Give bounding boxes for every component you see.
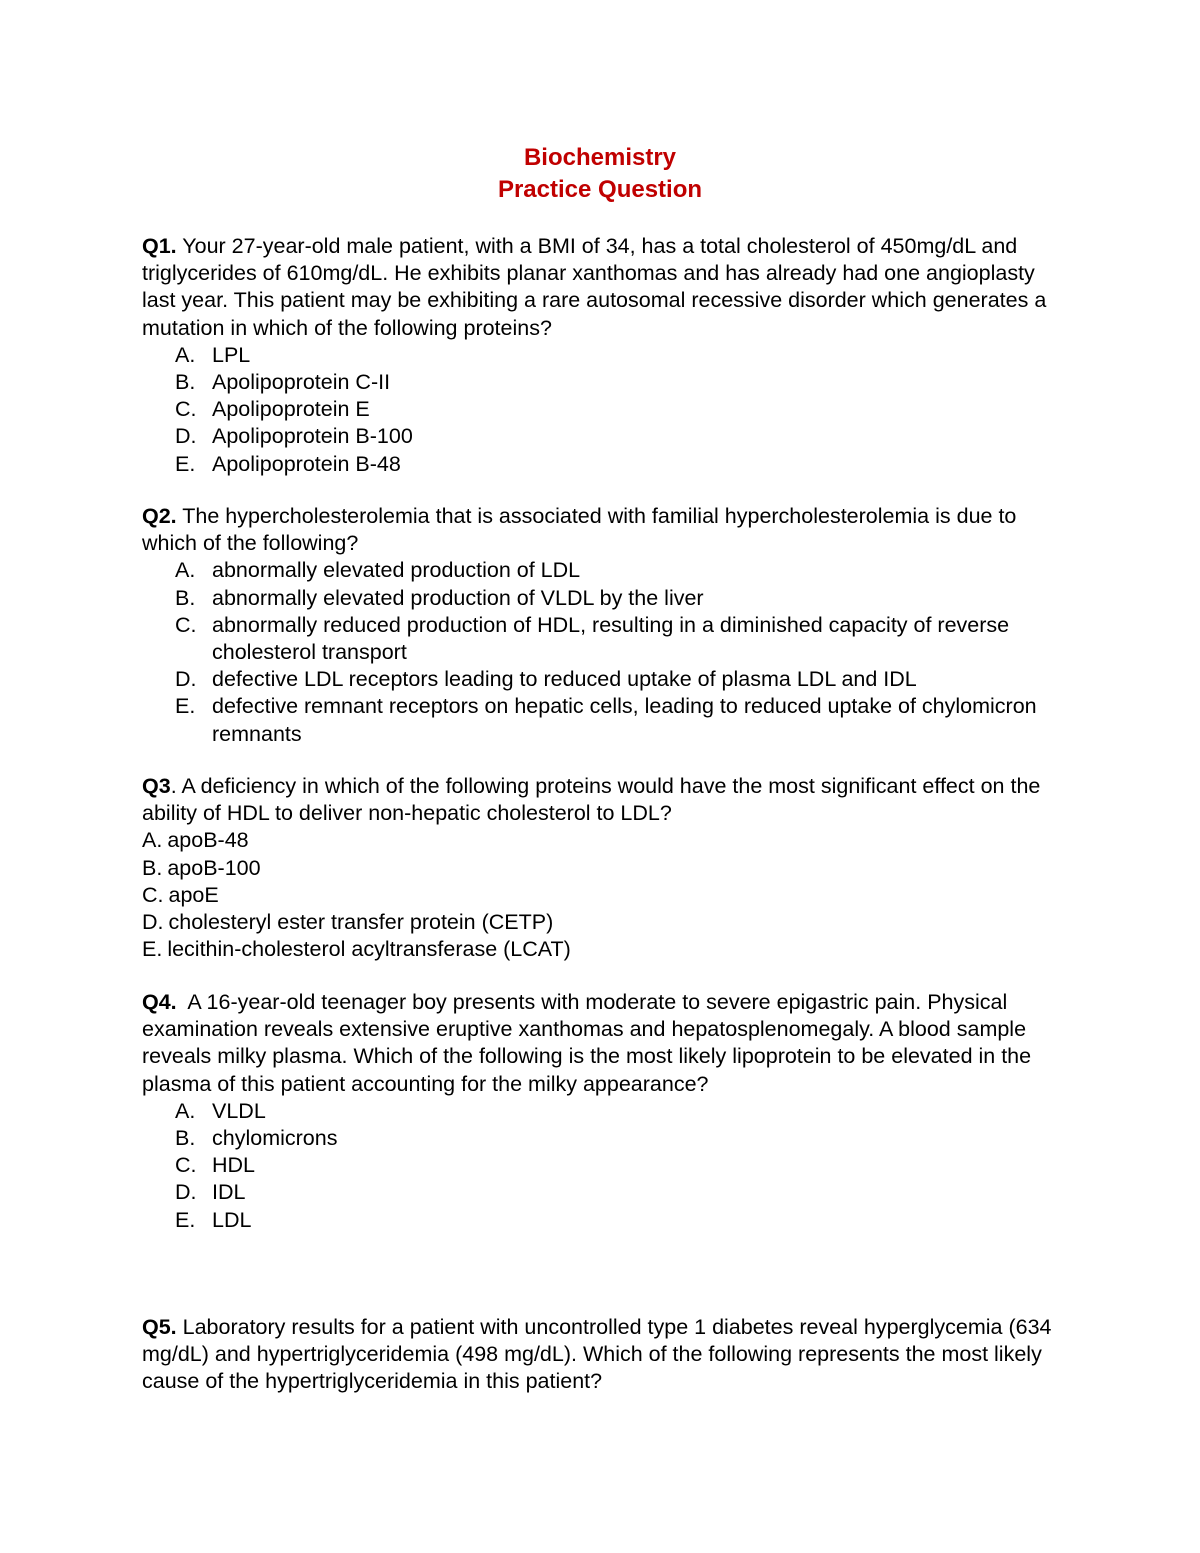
answer-option bbox=[142, 342, 1072, 369]
option-text: cholesteryl ester transfer protein (CETP) bbox=[168, 910, 554, 935]
option-letter: E. bbox=[175, 1207, 196, 1232]
answer-option bbox=[142, 451, 1072, 478]
option-text: apoE bbox=[168, 882, 219, 907]
option-letter: E. bbox=[142, 937, 163, 962]
question-number: Q3 bbox=[142, 774, 171, 798]
option-letter: A. bbox=[142, 828, 163, 853]
option-text: LPL bbox=[212, 342, 251, 367]
title-block bbox=[0, 142, 1200, 206]
answer-options bbox=[142, 827, 1072, 963]
answer-option bbox=[142, 855, 1072, 882]
question-stem bbox=[142, 503, 1072, 557]
option-letter: B. bbox=[175, 370, 196, 395]
answer-option bbox=[142, 557, 1072, 584]
option-letter: B. bbox=[142, 855, 163, 880]
answer-option bbox=[142, 1152, 1072, 1179]
question-stem bbox=[142, 1314, 1072, 1396]
question-number: Q5. bbox=[142, 1315, 177, 1339]
answer-options bbox=[142, 557, 1072, 747]
option-text: apoB-100 bbox=[167, 855, 261, 880]
answer-options bbox=[142, 1098, 1072, 1234]
option-letter: C. bbox=[175, 397, 197, 422]
answer-option bbox=[142, 423, 1072, 450]
option-letter: D. bbox=[175, 1180, 197, 1205]
question-text: Laboratory results for a patient with uncontrolled type 1 diabetes reveal hyperglycemia (634 mg/dL) and hypertriglyceridemia (498 mg/dL). Which of the following represents the most likely cause of the hypertriglyceridemia in this patient? bbox=[142, 1315, 1052, 1394]
answer-option bbox=[142, 612, 1072, 666]
question-5 bbox=[142, 1314, 1072, 1396]
answer-options bbox=[142, 342, 1072, 478]
answer-option bbox=[142, 1207, 1072, 1234]
question-number: Q2. bbox=[142, 504, 177, 528]
option-text: chylomicrons bbox=[212, 1126, 338, 1151]
answer-option bbox=[142, 882, 1072, 909]
option-text: abnormally elevated production of LDL bbox=[212, 558, 581, 583]
question-stem bbox=[142, 233, 1072, 342]
option-letter: B. bbox=[175, 585, 196, 610]
answer-option bbox=[142, 1098, 1072, 1125]
answer-option bbox=[142, 827, 1072, 854]
question-stem bbox=[142, 989, 1072, 1098]
question-4 bbox=[142, 989, 1072, 1234]
question-number: Q4. bbox=[142, 990, 177, 1014]
question-number: Q1. bbox=[142, 234, 177, 258]
answer-option bbox=[142, 909, 1072, 936]
question-text: Your 27-year-old male patient, with a BMI of 34, has a total cholesterol of 450mg/dL and triglycerides of 610mg/dL. He exhibits planar xanthomas and has already had one angioplasty last year. This patient may be exhibiting a rare autosomal recessive disorder which generates a mutation in which of the following proteins? bbox=[142, 234, 1047, 340]
option-letter: A. bbox=[175, 558, 196, 583]
answer-option bbox=[142, 369, 1072, 396]
option-letter: C. bbox=[142, 882, 164, 907]
option-text: apoB-48 bbox=[167, 828, 249, 853]
answer-option bbox=[142, 1179, 1072, 1206]
question-1 bbox=[142, 233, 1072, 478]
title-subtitle: Practice Question bbox=[497, 176, 703, 203]
option-text: VLDL bbox=[212, 1098, 266, 1123]
option-text: Apolipoprotein B-48 bbox=[212, 451, 401, 476]
option-text: Apolipoprotein B-100 bbox=[212, 424, 413, 449]
question-text: The hypercholesterolemia that is associated with familial hypercholesterolemia is due to which of the following? bbox=[142, 504, 1017, 556]
answer-option bbox=[142, 396, 1072, 423]
question-stem bbox=[142, 773, 1072, 827]
title-subject: Biochemistry bbox=[523, 144, 677, 171]
option-letter: A. bbox=[175, 1098, 196, 1123]
question-2 bbox=[142, 503, 1072, 748]
option-letter: B. bbox=[175, 1126, 196, 1151]
answer-option bbox=[142, 585, 1072, 612]
option-text: defective remnant receptors on hepatic cells, leading to reduced uptake of chylomicron remnants bbox=[212, 694, 1037, 746]
option-letter: D. bbox=[142, 910, 164, 935]
option-letter: C. bbox=[175, 1153, 197, 1178]
option-letter: D. bbox=[175, 667, 197, 692]
option-letter: C. bbox=[175, 612, 197, 637]
option-text: defective LDL receptors leading to reduced uptake of plasma LDL and IDL bbox=[212, 667, 917, 692]
question-text: A 16-year-old teenager boy presents with moderate to severe epigastric pain. Physical examination reveals extensive eruptive xanthomas and hepatosplenomegaly. A blood sample reveals milky plasma. Which of the following is the most likely lipoprotein to be elevated in the plasma of this patient accounting for the milky appearance? bbox=[142, 990, 1032, 1096]
option-text: Apolipoprotein E bbox=[212, 397, 370, 422]
option-text: Apolipoprotein C-II bbox=[212, 370, 391, 395]
question-3 bbox=[142, 773, 1072, 963]
question-text: . A deficiency in which of the following proteins would have the most significant effect on the ability of HDL to deliver non-hepatic cholesterol to LDL? bbox=[142, 774, 1041, 826]
option-text: LDL bbox=[212, 1207, 252, 1232]
option-text: abnormally reduced production of HDL, resulting in a diminished capacity of reverse cholesterol transport bbox=[212, 612, 1010, 665]
option-letter: E. bbox=[175, 694, 196, 719]
answer-option bbox=[142, 936, 1072, 963]
option-letter: A. bbox=[175, 342, 196, 367]
option-text: abnormally elevated production of VLDL by the liver bbox=[212, 585, 704, 610]
answer-option bbox=[142, 693, 1072, 747]
option-text: HDL bbox=[212, 1153, 256, 1178]
option-letter: D. bbox=[175, 424, 197, 449]
option-text: lecithin-cholesterol acyltransferase (LCAT) bbox=[167, 937, 571, 962]
option-text: IDL bbox=[212, 1180, 246, 1205]
answer-option bbox=[142, 1125, 1072, 1152]
option-letter: E. bbox=[175, 451, 196, 476]
answer-option bbox=[142, 666, 1072, 693]
